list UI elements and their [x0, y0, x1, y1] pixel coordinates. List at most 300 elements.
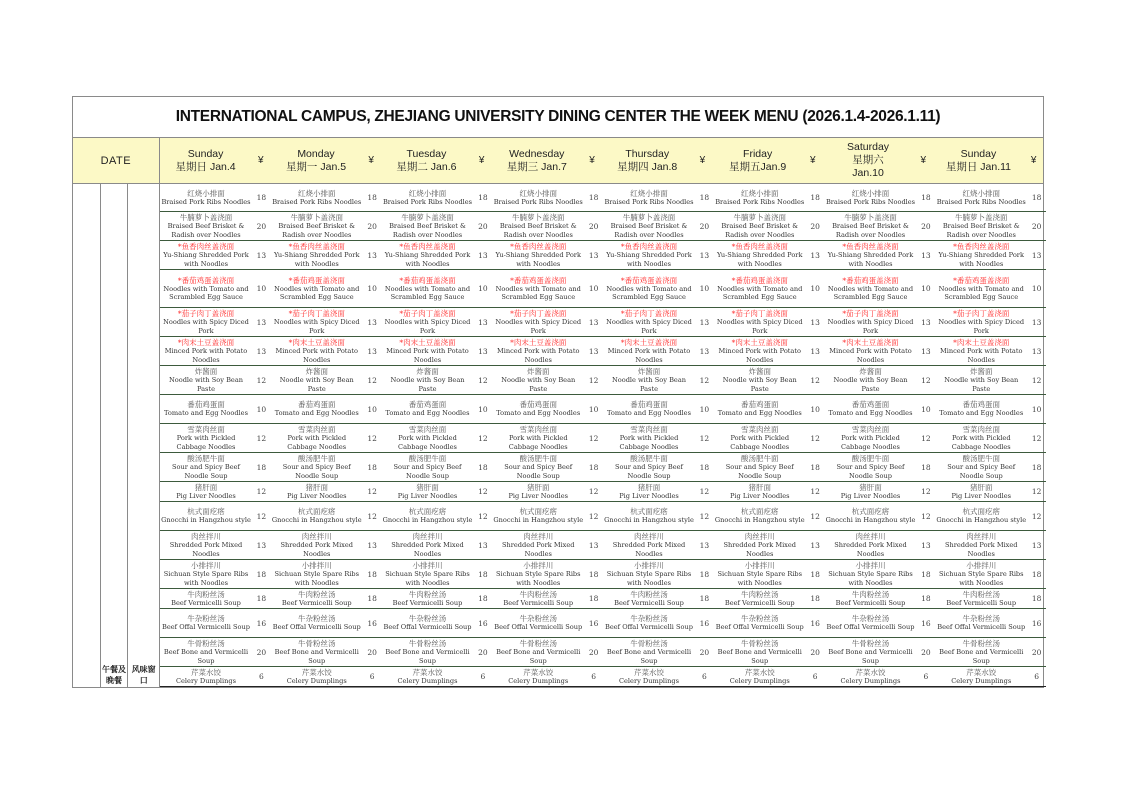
dish-cell — [382, 560, 474, 588]
dish-name-en: Beef Offal Vermicelli Soup — [605, 623, 693, 632]
dish-price: 12 — [588, 487, 599, 496]
dish-name-en: Shredded Pork Mixed Noodles — [501, 541, 575, 558]
dish-price: 6 — [480, 672, 486, 681]
window-label: 风味窗口 — [131, 665, 156, 685]
dish-name-en: Shredded Pork Mixed Noodles — [280, 541, 354, 558]
dish-name-zh: 牛肉粉丝汤 — [741, 589, 779, 599]
dish-price: 18 — [588, 193, 599, 202]
dish-name-en: Shredded Pork Mixed Noodles — [169, 541, 243, 558]
price-column-header: ¥ — [1030, 155, 1037, 166]
dish-price: 12 — [256, 433, 267, 443]
dish-name-zh: 炸酱面 — [305, 367, 328, 376]
dish-name-zh: 炸酱面 — [637, 367, 661, 376]
dish-name-en: Pork with Pickled Cabbage Noodles — [176, 434, 236, 451]
dish-cell — [382, 337, 474, 365]
dish-cell — [714, 589, 806, 608]
dish-name-en: Pig Liver Noodles — [508, 491, 569, 500]
dish-cell — [492, 308, 584, 336]
dish-cell — [160, 589, 252, 608]
dish-name-zh: *鱼香肉丝盖浇面 — [731, 242, 788, 251]
dish-name-zh: 小排拌川 — [412, 561, 443, 570]
dish-cell — [271, 212, 363, 240]
dish-name-en: Celery Dumplings — [951, 676, 1012, 685]
dish-price: 12 — [367, 375, 377, 385]
dish-cell — [271, 667, 363, 686]
dish-cell — [160, 609, 252, 637]
dish-name-en: Pork with Pickled Cabbage Noodles — [841, 434, 900, 451]
dish-name-en: Braised Pork Ribs Noodles — [715, 197, 805, 206]
menu-row — [160, 184, 1046, 212]
dish-price: 18 — [699, 193, 710, 202]
dish-cell — [492, 337, 584, 365]
dish-name-en: Noodle with Soy Bean Paste — [390, 376, 465, 393]
dish-price: 10 — [810, 404, 820, 414]
dish-price: 18 — [256, 193, 267, 202]
dish-name-zh: *番茄鸡蛋盖浇面 — [842, 275, 899, 285]
dish-cell — [492, 212, 584, 240]
dish-cell — [382, 667, 474, 686]
dish-name-zh: 牛腩萝卜盖浇面 — [512, 213, 565, 222]
dish-price: 20 — [921, 221, 931, 231]
dish-cell — [603, 424, 695, 452]
dish-name-zh: 红烧小排面 — [962, 188, 1000, 198]
dish-price: 12 — [478, 433, 488, 443]
dish-cell — [603, 308, 695, 336]
dish-name-zh: 芹菜水饺 — [523, 667, 554, 677]
dish-price: 10 — [921, 404, 931, 414]
dish-name-en: Minced Pork with Potato Noodles — [940, 347, 1023, 364]
dish-name-zh: *肉末土豆盖浇面 — [177, 338, 235, 347]
dish-name-en: Celery Dumplings — [729, 676, 790, 685]
dish-cell — [825, 667, 917, 686]
dish-price: 10 — [588, 284, 599, 293]
dish-name-zh: 红烧小排面 — [298, 188, 336, 198]
dish-name-en: Noodles with Spicy Diced Pork — [827, 318, 914, 335]
dish-cell — [714, 424, 806, 452]
dish-cell — [935, 270, 1027, 307]
meal-column — [101, 184, 129, 687]
day-header-0 — [160, 138, 252, 183]
dish-price: 16 — [256, 618, 267, 628]
dish-name-en: Beef Bone and Vermicelli Soup — [274, 648, 359, 665]
weekly-menu-sheet — [72, 96, 1044, 688]
window-column — [128, 184, 159, 687]
dish-price: 12 — [810, 433, 820, 443]
day-header-row — [73, 138, 1043, 184]
dish-name-en: Beef Offal Vermicelli Soup — [937, 623, 1026, 632]
dish-price: 12 — [588, 433, 599, 443]
dish-price: 18 — [1031, 569, 1042, 579]
dish-price: 13 — [256, 317, 267, 327]
dish-name-en: Braised Pork Ribs Noodles — [272, 197, 362, 206]
dish-cell — [603, 638, 695, 666]
dish-price: 16 — [921, 618, 931, 628]
dish-cell — [714, 609, 806, 637]
dish-price: 13 — [478, 317, 488, 327]
dish-cell — [603, 502, 695, 530]
dish-cell — [160, 241, 252, 269]
dish-name-zh: *茄子肉丁盖浇面 — [620, 309, 678, 318]
menu-row — [160, 270, 1046, 308]
dish-name-en: Pig Liver Noodles — [619, 491, 679, 500]
dish-name-zh: *茄子肉丁盖浇面 — [510, 309, 567, 318]
dish-name-zh: *鱼香肉丝盖浇面 — [510, 242, 567, 251]
dish-cell — [714, 270, 806, 307]
dish-name-zh: 牛肉粉丝汤 — [519, 589, 557, 599]
day-date: 星期一 Jan.5 — [285, 160, 347, 173]
dish-name-en: Beef Offal Vermicelli Soup — [826, 623, 915, 632]
dish-cell — [382, 453, 474, 481]
dish-price: 20 — [921, 647, 931, 657]
dish-name-en: Noodles with Spicy Diced Pork — [716, 318, 803, 335]
dish-name-zh: 牛腩萝卜盖浇面 — [290, 213, 343, 222]
dish-price: 12 — [1031, 511, 1042, 521]
dish-price: 18 — [478, 462, 488, 472]
dish-name-en: Yu-Shiang Shredded Pork with Noodles — [163, 251, 249, 268]
dish-name-en: Celery Dumplings — [286, 676, 347, 685]
dish-name-en: Pig Liver Noodles — [729, 491, 790, 500]
dish-name-zh: 牛骨粉丝汤 — [962, 639, 1000, 648]
dish-name-zh: *肉末土豆盖浇面 — [510, 338, 567, 347]
day-date: 星期五Jan.9 — [729, 160, 787, 173]
dish-price: 10 — [478, 404, 488, 414]
dish-cell — [271, 453, 363, 481]
day-date: 星期日 Jan.4 — [175, 160, 236, 173]
day-date: 星期日 Jan.11 — [945, 160, 1012, 173]
dish-name-zh: 牛杂粉丝汤 — [741, 614, 779, 624]
dish-price: 13 — [588, 540, 599, 550]
dish-cell — [603, 667, 695, 686]
dish-cell — [271, 184, 363, 211]
dish-name-en: Tomato and Egg Noodles — [828, 409, 913, 418]
dish-cell — [825, 609, 917, 637]
dish-cell — [935, 531, 1027, 559]
dish-price: 16 — [699, 618, 710, 628]
dish-price: 10 — [367, 284, 377, 293]
dish-cell — [825, 212, 917, 240]
dish-name-zh: 猪肝面 — [416, 482, 439, 492]
price-column-header: ¥ — [920, 155, 927, 166]
dish-name-zh: 牛腩萝卜盖浇面 — [179, 213, 233, 222]
dish-price: 18 — [256, 569, 267, 579]
dish-cell — [271, 609, 363, 637]
dish-name-en: Noodles with Tomato and Scrambled Egg Sauce — [163, 284, 249, 301]
dish-name-en: Pork with Pickled Cabbage Noodles — [619, 434, 679, 451]
dish-name-zh: 红烧小排面 — [519, 188, 557, 198]
dish-price: 18 — [699, 462, 710, 472]
dish-cell — [492, 366, 584, 394]
dish-name-zh: 猪肝面 — [305, 482, 328, 492]
dish-name-en: Yu-Shiang Shredded Pork with Noodles — [495, 251, 581, 268]
dish-name-zh: 牛杂粉丝汤 — [630, 614, 668, 624]
dish-price: 18 — [256, 462, 267, 472]
dish-name-zh: 红烧小排面 — [187, 188, 225, 198]
dish-name-zh: 牛杂粉丝汤 — [187, 614, 225, 624]
dish-cell — [935, 453, 1027, 481]
dish-name-zh: 肉丝拌川 — [301, 532, 332, 541]
dish-price: 12 — [367, 511, 377, 521]
dish-cell — [492, 270, 584, 307]
dish-name-zh: 牛肉粉丝汤 — [851, 589, 890, 599]
dish-name-en: Beef Vermicelli Soup — [946, 598, 1017, 607]
dish-price: 6 — [369, 672, 375, 681]
dish-cell — [603, 270, 695, 307]
dish-cell — [382, 589, 474, 608]
dish-name-en: Beef Offal Vermicelli Soup — [162, 623, 250, 632]
dish-name-zh: *茄子肉丁盖浇面 — [288, 309, 345, 318]
dish-name-en: Braised Beef Brisket & Radish over Noodles — [721, 222, 799, 239]
dish-price: 12 — [921, 511, 931, 521]
dish-name-zh: 番茄鸡蛋面 — [630, 400, 668, 410]
dish-name-zh: 牛杂粉丝汤 — [298, 614, 336, 624]
menu-row — [160, 667, 1046, 687]
dish-cell — [271, 337, 363, 365]
dish-name-zh: 杭式面疙瘩 — [408, 507, 447, 517]
dish-name-en: Braised Pork Ribs Noodles — [825, 197, 916, 206]
dish-name-zh: *番茄鸡蛋盖浇面 — [731, 275, 788, 285]
dish-cell — [935, 212, 1027, 240]
dish-price: 13 — [921, 250, 931, 260]
dish-price: 13 — [921, 540, 931, 550]
dish-name-zh: *肉末土豆盖浇面 — [842, 338, 899, 347]
dish-cell — [714, 531, 806, 559]
dish-name-en: Celery Dumplings — [618, 676, 679, 685]
dish-price: 13 — [699, 317, 710, 327]
dish-name-zh: 芹菜水饺 — [744, 667, 775, 677]
day-header-2 — [381, 138, 473, 183]
dish-name-zh: *番茄鸡蛋盖浇面 — [399, 275, 456, 285]
dish-cell — [160, 502, 252, 530]
dish-name-zh: *茄子肉丁盖浇面 — [953, 309, 1010, 318]
dish-cell — [492, 531, 584, 559]
dish-name-en: Noodles with Tomato and Scrambled Egg Sauce — [827, 284, 914, 301]
dish-cell — [160, 308, 252, 336]
day-name: Friday — [743, 147, 773, 160]
dish-name-en: Yu-Shiang Shredded Pork with Noodles — [938, 251, 1024, 268]
dish-price: 20 — [1031, 221, 1042, 231]
dish-cell — [160, 638, 252, 666]
day-header-7 — [933, 138, 1025, 183]
dish-name-en: Braised Beef Brisket & Radish over Noodles — [942, 222, 1020, 239]
dish-name-zh: 牛骨粉丝汤 — [741, 639, 779, 648]
dish-name-en: Noodles with Spicy Diced Pork — [384, 318, 471, 335]
dish-price: 13 — [588, 346, 599, 356]
dish-price: 20 — [367, 647, 377, 657]
dish-price: 6 — [812, 672, 818, 681]
dish-name-en: Minced Pork with Potato Noodles — [275, 347, 358, 364]
dish-price: 12 — [810, 511, 820, 521]
price-column-header: ¥ — [478, 155, 485, 166]
dish-cell — [271, 366, 363, 394]
dish-name-en: Beef Vermicelli Soup — [835, 598, 906, 607]
dish-name-en: Sour and Spicy Beef Noodle Soup — [282, 463, 351, 480]
dish-price: 12 — [921, 487, 931, 496]
dish-name-en: Beef Vermicelli Soup — [503, 598, 574, 607]
dish-cell — [160, 667, 252, 686]
dish-cell — [825, 482, 917, 501]
dish-cell — [935, 638, 1027, 666]
dish-name-zh: 猪肝面 — [527, 482, 550, 492]
dish-name-zh: 肉丝拌川 — [412, 532, 443, 541]
dish-name-en: Minced Pork with Potato Noodles — [164, 347, 248, 364]
dish-name-zh: 猪肝面 — [970, 482, 993, 492]
menu-row — [160, 337, 1046, 366]
dish-price: 12 — [699, 433, 710, 443]
dish-name-en: Minced Pork with Potato Noodles — [829, 347, 912, 364]
dish-cell — [271, 502, 363, 530]
dish-name-en: Sour and Spicy Beef Noodle Soup — [504, 463, 573, 480]
dish-cell — [492, 241, 584, 269]
dish-name-en: Yu-Shiang Shredded Pork with Noodles — [827, 251, 914, 268]
dish-price: 20 — [478, 647, 488, 657]
dish-cell — [271, 424, 363, 452]
price-column-header: ¥ — [258, 155, 264, 166]
dish-name-zh: *鱼香肉丝盖浇面 — [288, 242, 345, 251]
dish-cell — [492, 638, 584, 666]
dish-name-zh: 炸酱面 — [194, 367, 218, 376]
dish-name-en: Gnocchi in Hangzhou style — [604, 516, 694, 525]
dish-cell — [714, 453, 806, 481]
dish-cell — [382, 638, 474, 666]
dish-name-en: Gnocchi in Hangzhou style — [271, 516, 362, 525]
dish-name-zh: 雪菜肉丝面 — [298, 425, 336, 434]
dish-name-zh: *肉末土豆盖浇面 — [731, 338, 788, 347]
dish-cell — [825, 308, 917, 336]
dish-cell — [714, 502, 806, 530]
blank-category-column — [73, 184, 101, 687]
dish-name-zh: 炸酱面 — [748, 367, 771, 376]
dish-name-zh: 小排拌川 — [744, 561, 775, 570]
dish-name-en: Braised Pork Ribs Noodles — [493, 197, 583, 206]
dish-name-zh: *番茄鸡蛋盖浇面 — [620, 275, 678, 285]
dish-name-zh: 猪肝面 — [859, 482, 882, 492]
dish-cell — [271, 270, 363, 307]
day-name: Thursday — [625, 147, 670, 160]
dish-name-en: Beef Bone and Vermicelli Soup — [606, 648, 692, 665]
dish-price: 20 — [588, 221, 599, 231]
day-date: 星期三 Jan.7 — [506, 160, 567, 173]
dish-name-zh: 小排拌川 — [855, 561, 886, 570]
dish-cell — [160, 212, 252, 240]
dish-cell — [825, 531, 917, 559]
dish-price: 20 — [367, 221, 377, 231]
dish-cell — [825, 424, 917, 452]
dish-cell — [714, 395, 806, 423]
dish-cell — [160, 453, 252, 481]
dish-name-zh: 炸酱面 — [416, 367, 439, 376]
dish-name-zh: 小排拌川 — [634, 561, 664, 570]
dish-cell — [825, 337, 917, 365]
dish-price: 13 — [256, 540, 267, 550]
dish-cell — [603, 531, 695, 559]
dish-cell — [271, 308, 363, 336]
dish-name-en: Minced Pork with Potato Noodles — [718, 347, 801, 364]
dish-cell — [935, 395, 1027, 423]
dish-cell — [825, 241, 917, 269]
dish-name-en: Sour and Spicy Beef Noodle Soup — [393, 463, 462, 480]
day-name: Tuesday — [406, 147, 447, 160]
dish-cell — [492, 184, 584, 211]
dish-cell — [603, 395, 695, 423]
dish-price: 13 — [256, 250, 267, 260]
dish-price: 10 — [256, 284, 267, 293]
dish-name-zh: 猪肝面 — [194, 482, 218, 492]
dish-price: 18 — [588, 462, 599, 472]
dish-price: 10 — [1031, 284, 1042, 293]
dish-cell — [935, 502, 1027, 530]
dish-price: 13 — [588, 250, 599, 260]
dish-name-zh: 小排拌川 — [966, 561, 997, 570]
dish-name-en: Braised Pork Ribs Noodles — [604, 197, 694, 206]
dish-name-zh: 肉丝拌川 — [634, 532, 664, 541]
dish-cell — [160, 560, 252, 588]
dish-name-zh: 芹菜水饺 — [966, 667, 997, 677]
dish-price: 12 — [810, 487, 820, 496]
dish-name-en: Beef Bone and Vermicelli Soup — [385, 648, 470, 665]
dish-price: 10 — [478, 284, 488, 293]
dish-name-en: Beef Vermicelli Soup — [171, 598, 241, 607]
dish-name-zh: 杭式面疙瘩 — [851, 507, 890, 517]
dish-price: 18 — [699, 594, 710, 603]
dish-price: 20 — [478, 221, 488, 231]
menu-row — [160, 531, 1046, 560]
dish-name-en: Sichuan Style Spare Ribs with Noodles — [606, 570, 692, 587]
dish-cell — [603, 366, 695, 394]
dish-cell — [271, 531, 363, 559]
dish-name-zh: *番茄鸡蛋盖浇面 — [953, 275, 1010, 285]
dish-name-en: Sichuan Style Spare Ribs with Noodles — [717, 570, 803, 587]
dish-name-en: Yu-Shiang Shredded Pork with Noodles — [717, 251, 803, 268]
dish-name-en: Beef Offal Vermicelli Soup — [272, 623, 361, 632]
dish-name-en: Pork with Pickled Cabbage Noodles — [730, 434, 790, 451]
menu-row — [160, 560, 1046, 589]
dish-price: 13 — [367, 540, 377, 550]
dish-price: 13 — [256, 346, 267, 356]
dish-name-zh: 雪菜肉丝面 — [408, 425, 447, 434]
dish-name-zh: 肉丝拌川 — [523, 532, 554, 541]
dish-name-zh: 酸汤肥牛面 — [630, 454, 668, 463]
day-header-6 — [822, 138, 914, 183]
dish-price: 18 — [367, 594, 377, 603]
dish-name-zh: 猪肝面 — [748, 482, 771, 492]
dish-name-en: Noodles with Spicy Diced Pork — [273, 318, 360, 335]
dish-name-en: Beef Bone and Vermicelli Soup — [939, 648, 1024, 665]
dish-price: 12 — [1031, 375, 1042, 385]
dish-name-zh: 雪菜肉丝面 — [519, 425, 557, 434]
dish-name-zh: 牛肉粉丝汤 — [408, 589, 447, 599]
dish-name-zh: 雪菜肉丝面 — [630, 425, 668, 434]
dish-name-en: Braised Pork Ribs Noodles — [936, 197, 1026, 206]
dish-price: 18 — [588, 569, 599, 579]
dish-cell — [603, 184, 695, 211]
menu-row — [160, 609, 1046, 638]
dish-name-zh: *鱼香肉丝盖浇面 — [399, 242, 456, 251]
dish-name-en: Braised Beef Brisket & Radish over Noodles — [389, 222, 466, 239]
dish-price: 6 — [923, 672, 929, 681]
price-column-header: ¥ — [810, 155, 816, 166]
dish-cell — [935, 667, 1027, 686]
dish-name-zh: 芹菜水饺 — [191, 667, 221, 677]
dish-cell — [714, 366, 806, 394]
day-name: Monday — [297, 147, 335, 160]
day-date: 星期四 Jan.8 — [617, 160, 678, 173]
dish-name-zh: 番茄鸡蛋面 — [408, 400, 447, 410]
dish-name-en: Tomato and Egg Noodles — [939, 409, 1024, 418]
dish-price: 18 — [367, 569, 377, 579]
dish-name-zh: 牛骨粉丝汤 — [408, 639, 447, 648]
dish-cell — [603, 482, 695, 501]
dish-price: 13 — [1031, 250, 1042, 260]
